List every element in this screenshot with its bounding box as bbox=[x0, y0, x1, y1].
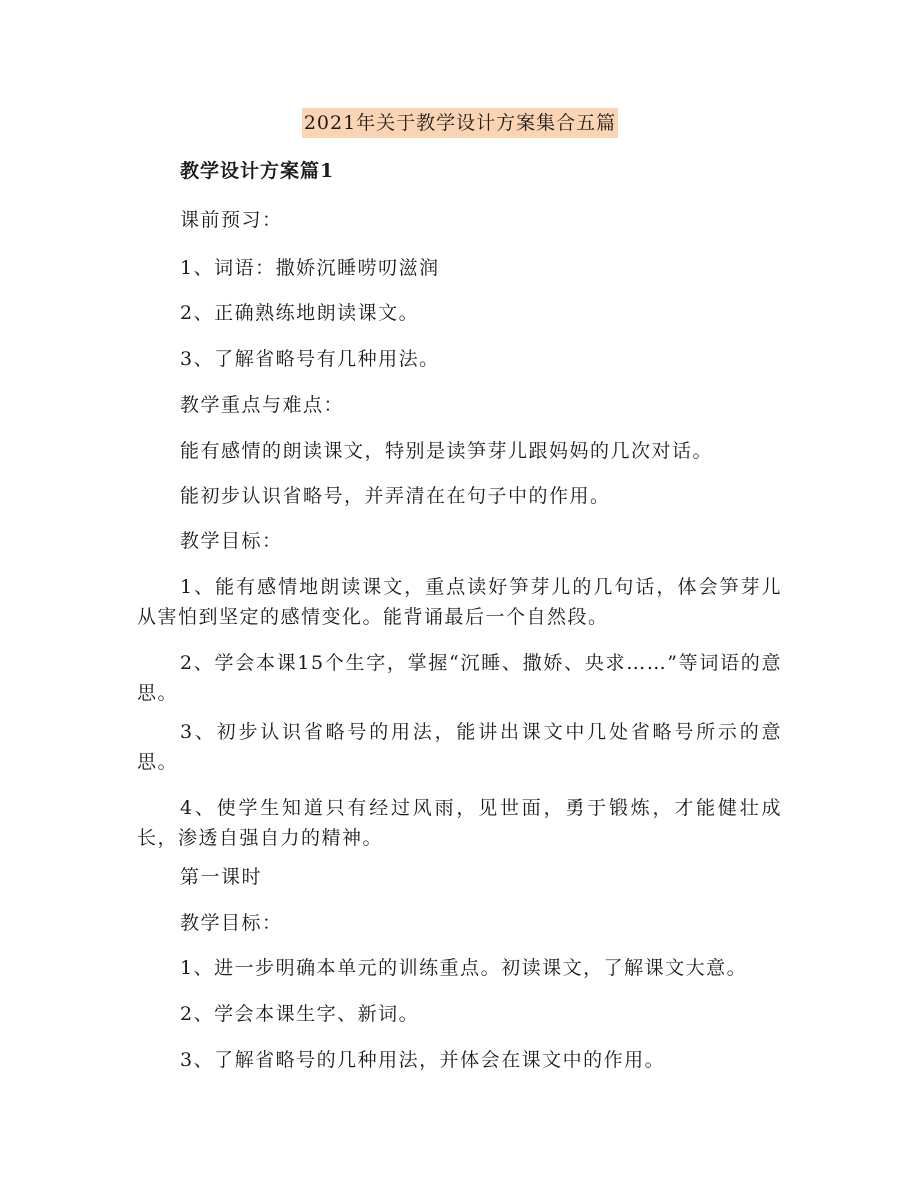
preview-item: 1、词语：撒娇沉睡唠叨滋润 bbox=[180, 257, 440, 279]
key-point: 能有感情的朗读课文，特别是读笋芽儿跟妈妈的几次对话。 bbox=[180, 440, 714, 462]
lesson-label: 第一课时 bbox=[180, 866, 263, 888]
goal-paragraph: 4、使学生知道只有经过风雨，见世面，勇于锻炼，才能健壮成长，渗透自强自力的精神。 bbox=[137, 797, 782, 849]
preview-label: 课前预习： bbox=[180, 209, 283, 231]
goal-paragraph: 1、能有感情地朗读课文，重点读好笋芽儿的几句话，体会笋芽儿从害怕到坚定的感情变化。能背诵最后一个自然段。 bbox=[137, 576, 782, 628]
lesson-goal: 3、了解省略号的几种用法，并体会在课文中的作用。 bbox=[180, 1049, 666, 1071]
goals-label: 教学目标： bbox=[180, 530, 283, 552]
goal-paragraph: 3、初步认识省略号的用法，能讲出课文中几处省略号所示的意思。 bbox=[137, 721, 782, 773]
key-point: 能初步认识省略号，并弄清在在句子中的作用。 bbox=[180, 485, 611, 507]
preview-item: 2、正确熟练地朗读课文。 bbox=[180, 302, 420, 324]
section-heading: 教学设计方案篇1 bbox=[180, 160, 335, 182]
preview-item: 3、了解省略号有几种用法。 bbox=[180, 348, 440, 370]
title-container bbox=[0, 108, 920, 138]
lesson-goal: 1、进一步明确本单元的训练重点。初读课文，了解课文大意。 bbox=[180, 957, 748, 979]
document-title: 2021年关于教学设计方案集合五篇 bbox=[302, 108, 618, 138]
goal-paragraph: 2、学会本课15个生字，掌握“沉睡、撒娇、央求……”等词语的意思。 bbox=[137, 652, 782, 704]
key-points-label: 教学重点与难点： bbox=[180, 394, 345, 416]
lesson-goals-label: 教学目标： bbox=[180, 912, 283, 934]
lesson-goal: 2、学会本课生字、新词。 bbox=[180, 1003, 420, 1025]
